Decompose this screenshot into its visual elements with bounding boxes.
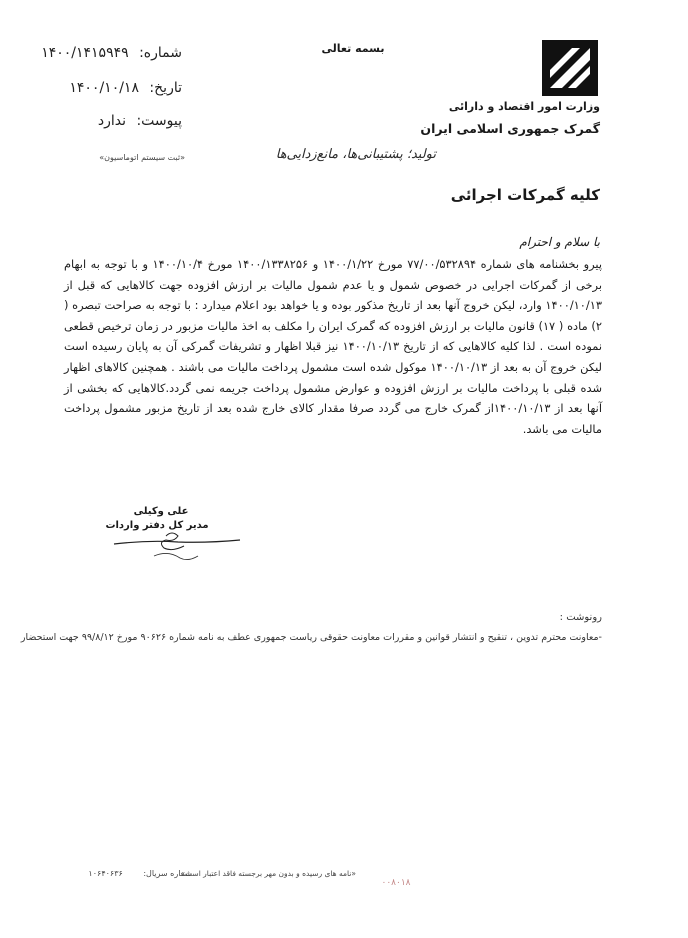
signatory-title: مدیر کل دفتر واردات bbox=[105, 520, 209, 531]
letter-number-value: ۱۴۰۰/۱۴۱۵۹۴۹ bbox=[41, 45, 129, 61]
letter-date-value: ۱۴۰۰/۱۰/۱۸ bbox=[69, 80, 139, 96]
footer-serial-value: ۱۰۶۴۰۶۳۶ bbox=[88, 869, 123, 878]
letter-attachment-label: پیوست: bbox=[136, 113, 182, 129]
footer-stamp: ۰۰۸۰۱۸ bbox=[381, 878, 411, 888]
greeting-line: با سلام و احترام bbox=[519, 235, 600, 249]
recipient-heading: کلیه گمرکات اجرائی bbox=[450, 186, 600, 204]
cc-label: رونوشت : bbox=[559, 612, 602, 623]
footer-serial-line bbox=[88, 869, 192, 878]
customs-name: گمرک جمهوری اسلامی ایران bbox=[420, 121, 600, 136]
slogan-note: تولید؛ پشتیبانی‌ها، مانع‌زدایی‌ها bbox=[275, 147, 436, 162]
letter-attachment-line bbox=[80, 113, 182, 129]
letter-number-line bbox=[41, 45, 182, 61]
ministry-name: وزارت امور اقتصاد و دارائی bbox=[448, 100, 600, 113]
letter-date-label: تاریخ: bbox=[149, 80, 182, 96]
letter-body: پیرو بخشنامه های شماره ۷۷/۰۰/۵۳۲۸۹۴ مورخ ۱۴۰۰/۱/۲۲ و ۱۴۰۰/۱۳۳۸۲۵۶ مورخ ۱۴۰۰/۱۰/۴ و با توجه به ابهام برخی از گمرکات اجرایی در خصوص شمول و یا عدم شمول مالیات بر ارزش افزوده جهت کالاهایی که قبل از ۱۴۰۰/۱۰/۱۳ وارد، لیکن خروج آنها بعد از تاریخ مذکور بوده و یا خواهد بود اعلام میدارد : با توجه به صراحت تبصره ( ۲) ماده ( ۱۷) قانون مالیات بر ارزش افزوده که گمرک ایران را مکلف به اخذ مالیات مزبور در زمان ترخیص قطعی نموده است . لذا کلیه کالاهایی که از تاریخ ۱۴۰۰/۱۰/۱۳ نیز قبلا اظهار و تشریفات گمرکی آن به پایان رسیده است لیکن خروج آن به بعد از ۱۴۰۰/۱۰/۱۳ موکول شده است مشمول پرداخت مالیات می باشند . همچنین کالاهای اظهار شده قبلی با پرداخت مالیات بر ارزش افزوده و عوارض مشمول پرداخت جریمه نمی گردد.کالاهایی که بخشی از آنها بعد از ۱۴۰۰/۱۰/۱۳از گمرک خارج می گردد صرفا مقدار کالای خارج شده بعد از تاریخ مزبور مشمول پرداخت مالیات می باشد. bbox=[64, 257, 603, 436]
customs-logo-icon bbox=[542, 40, 598, 96]
cc-item: -معاونت محترم تدوین ، تنقیح و انتشار قوانین و مقررات معاونت حقوقی ریاست جمهوری عطف به نامه شماره ۹۰۶۲۶ مورخ ۹۹/۸/۱۲ جهت استحضار bbox=[20, 632, 602, 643]
letter-date-line bbox=[62, 80, 182, 96]
footer-serial-label: شماره سریال: bbox=[143, 869, 192, 878]
signature-scribble-icon bbox=[108, 528, 248, 568]
letter-number-label: شماره: bbox=[139, 45, 182, 61]
bismillah-heading: بسمه تعالی bbox=[321, 42, 385, 55]
signatory-name: علی وکیلی bbox=[133, 506, 189, 517]
automation-note: «ثبت سیستم اتوماسیون» bbox=[99, 153, 185, 162]
letter-attachment-value: ندارد bbox=[97, 113, 126, 129]
footer-validity-note: «نامه های رسیده و بدون مهر برجسته فاقد اعتبار است» bbox=[180, 869, 356, 878]
